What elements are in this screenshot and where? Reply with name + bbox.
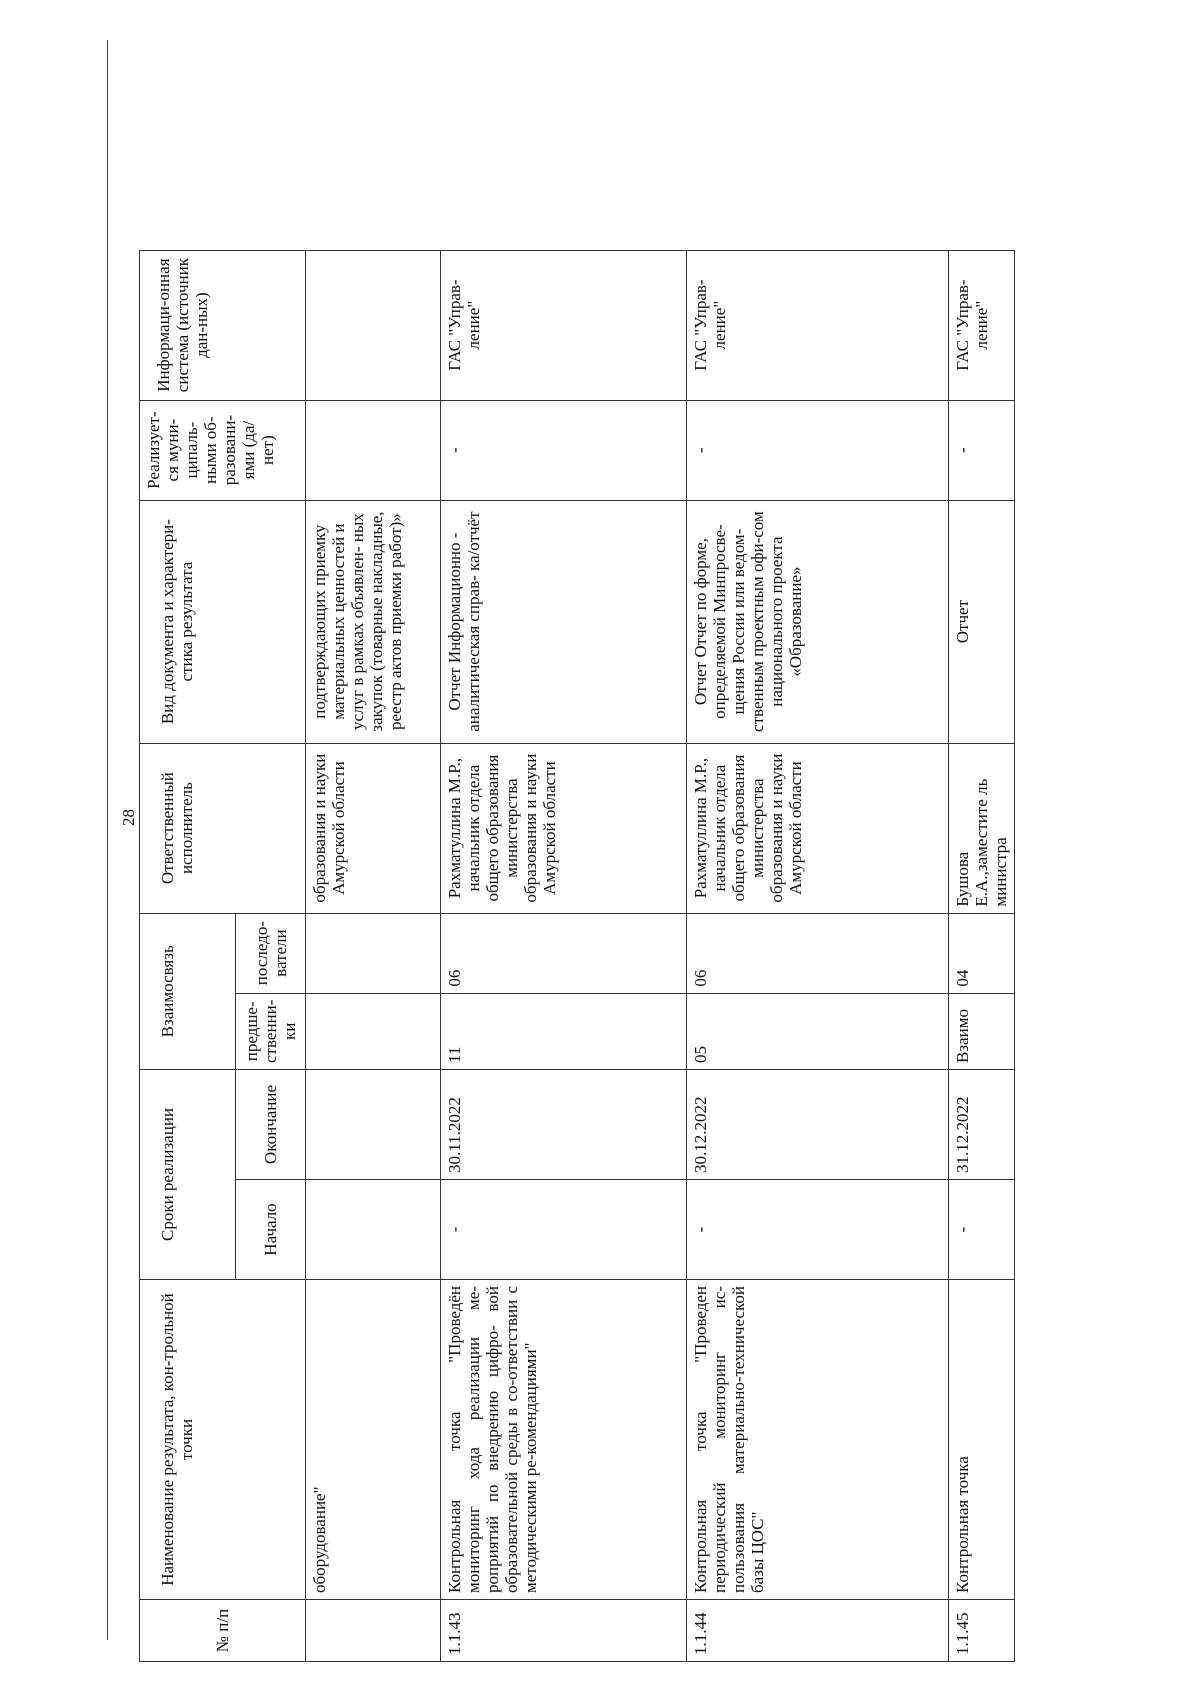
row-document: Отчет Отчет по форме, определяемой Минпросве-щения России или ведом-ственным проектным офи-сом национального проекта «Образование» [687,500,949,743]
row-document: Отчет [949,500,1015,743]
row-successors: 06 [687,913,949,993]
row-infosystem: ГАС "Управ-ление" [949,250,1015,400]
row-num [306,1600,441,1662]
row-name: оборудование" [306,1280,441,1600]
header-relation: Взаимосвязь [140,913,236,1069]
header-executor: Ответственный исполнитель [140,743,306,913]
row-predecessors: 11 [441,993,687,1069]
row-municipal: - [949,400,1015,500]
header-name: Наименование результата, кон-трольной точки [140,1280,306,1600]
table-row [687,250,949,1661]
row-municipal: - [687,400,949,500]
row-executor: образования и науки Амурской области [306,743,441,913]
row-end [306,1070,441,1180]
row-infosystem: ГАС "Управ-ление" [441,250,687,400]
results-table [139,250,1015,1662]
row-start [306,1180,441,1280]
row-predecessors: Взаимо [949,993,1015,1069]
row-infosystem: ГАС "Управ-ление" [687,250,949,400]
header-document: Вид документа и характери-стика результата [140,500,306,743]
row-end: 30.11.2022 [441,1070,687,1180]
row-end: 31.12.2022 [949,1070,1015,1180]
header-predecessors: предше-ственни-ки [236,993,306,1069]
table-row [949,250,1015,1661]
row-num: 1.1.43 [441,1600,687,1662]
row-successors: 04 [949,913,1015,993]
row-document: подтверждающих приемку материальных ценностей и услуг в рамках объявлен- ных закупок (товарные накладные, реестр актов приемки работ)» [306,500,441,743]
header-infosystem: Информаци-онная система (источник дан-ных) [140,250,306,400]
row-document: Отчет Информационно - аналитическая справ- ка/отчёт [441,500,687,743]
header-num: № п/п [140,1600,306,1662]
row-municipal [306,400,441,500]
header-successors: последо-ватели [236,913,306,993]
header-terms: Сроки реализации [140,1070,236,1280]
row-executor: Рахматуллина М.Р., начальник отдела общего образования министерства образования и науки Амурской области [687,743,949,913]
row-name: Контрольная точка "Проведён мониторинг хода реализации ме-роприятий по внедрению цифро- вой образовательной среды в со-ответствии с методическими ре-комендациями" [441,1280,687,1600]
row-start: - [441,1180,687,1280]
row-predecessors [306,993,441,1069]
row-num: 1.1.44 [687,1600,949,1662]
row-municipal: - [441,400,687,500]
row-predecessors: 05 [687,993,949,1069]
row-successors [306,913,441,993]
row-infosystem [306,250,441,400]
row-num: 1.1.45 [949,1600,1015,1662]
row-end: 30.12.2022 [687,1070,949,1180]
row-executor: Рахматуллина М.Р., начальник отдела общего образования министерства образования и науки Амурской области [441,743,687,913]
header-municipal: Реализует-ся муни-ципаль-ными об-разовани-ями (да/нет) [140,400,306,500]
row-start: - [687,1180,949,1280]
row-start: - [949,1180,1015,1280]
table-row [306,250,441,1661]
row-successors: 06 [441,913,687,993]
header-row-top [140,250,236,1661]
row-name: Контрольная точка "Проведен периодический мониторинг ис-пользования материально-технической базы ЦОС" [687,1280,949,1600]
header-rule [107,40,108,1640]
table-row [441,250,687,1661]
header-start: Начало [236,1180,306,1280]
row-executor: Бушова Е.А.,заместите ль министра [949,743,1015,913]
row-name: Контрольная точка [949,1280,1015,1600]
page-number: 28 [119,809,138,826]
header-end: Окончание [236,1070,306,1180]
